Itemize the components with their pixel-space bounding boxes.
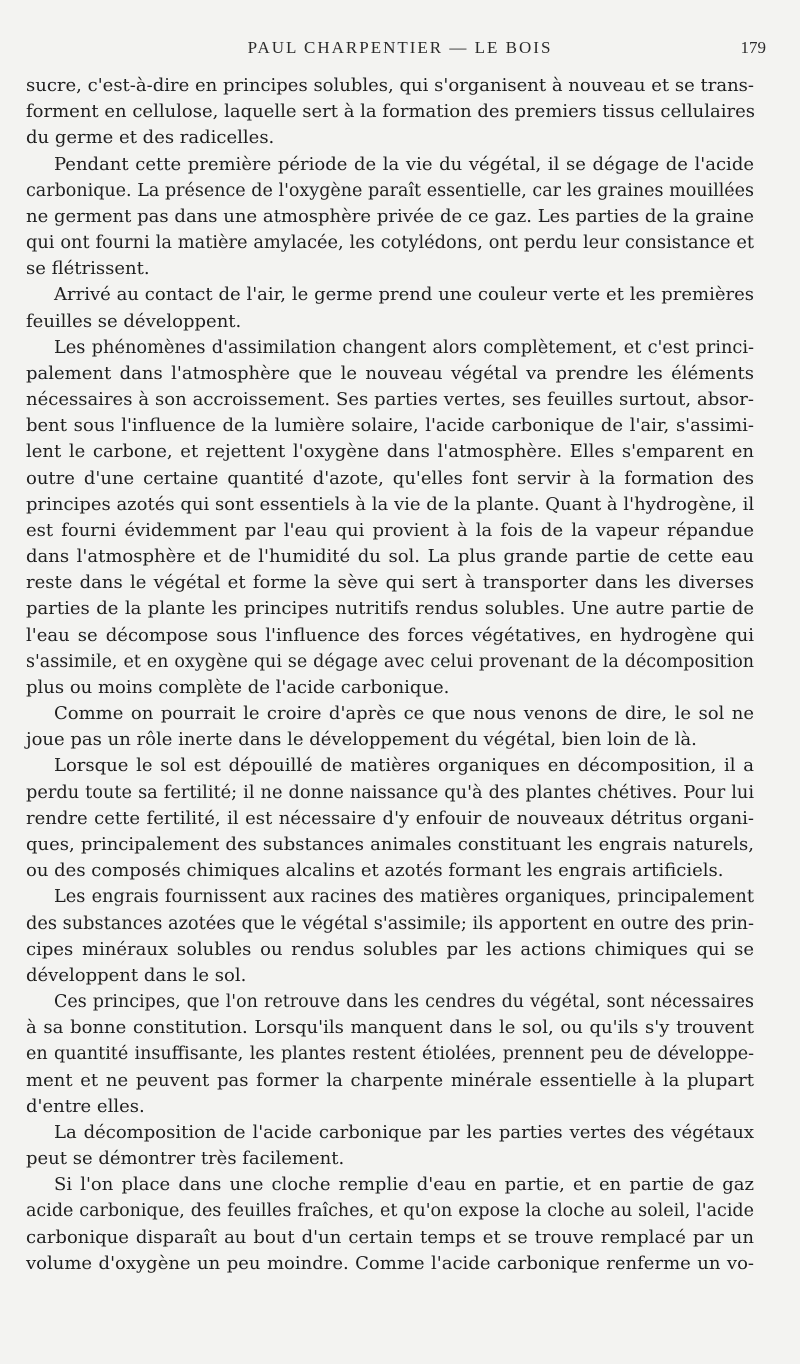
text-line: carbonique. La présence de l'oxygène paraît essentielle, car les graines mouillées — [26, 180, 754, 201]
text-line: Si l'on place dans une cloche remplie d'eau en partie, et en partie de gaz — [54, 1174, 754, 1196]
text-line: La décomposition de l'acide carbonique par les parties vertes des végétaux — [54, 1121, 754, 1143]
text-line: Les engrais fournissent aux racines des matières organiques, principalement — [54, 887, 754, 908]
text-line: joue pas un rôle inerte dans le développement du végétal, bien loin de là. — [26, 729, 697, 751]
text-line: lent le carbone, et rejettent l'oxygène dans l'atmosphère. Elles s'emparent en — [26, 441, 754, 463]
text-line: l'eau se décompose sous l'influence des forces végétatives, en hydrogène qui — [26, 624, 754, 646]
text-line: ment et ne peuvent pas former la charpente minérale essentielle à la plupart — [26, 1069, 754, 1091]
text-line: acide carbonique, des feuilles fraîches, et qu'on expose la cloche au soleil, l'acide — [26, 1201, 754, 1222]
text-line: Comme on pourrait le croire d'après ce que nous venons de dire, le sol ne — [54, 703, 754, 725]
text-line: du germe et des radicelles. — [26, 127, 275, 149]
text-line: peut se démontrer très facilement. — [26, 1148, 345, 1170]
text-line: d'entre elles. — [26, 1095, 145, 1117]
text-line: s'assimile, et en oxygène qui se dégage avec celui provenant de la décomposition — [26, 651, 754, 672]
text-line: ou des composés chimiques alcalins et azotés formant les engrais artificiels. — [26, 860, 724, 882]
text-line: parties de la plante les principes nutritifs rendus solubles. Une autre partie de — [26, 598, 754, 620]
text-line: en quantité insuffisante, les plantes restent étiolées, prennent peu de développe- — [26, 1044, 754, 1065]
page-number: 179 — [740, 38, 766, 57]
running-title: PAUL CHARPENTIER — LE BOIS — [247, 38, 553, 57]
text-line: des substances azotées que le végétal s'assimile; ils apportent en outre des prin- — [26, 913, 754, 934]
text-line: nécessaires à son accroissement. Ses parties vertes, ses feuilles surtout, absor- — [26, 389, 754, 411]
text-line: reste dans le végétal et forme la sève qui sert à transporter dans les diverses — [26, 572, 754, 594]
text-line: Pendant cette première période de la vie du végétal, il se dégage de l'acide — [54, 153, 754, 175]
text-line: développent dans le sol. — [26, 964, 247, 986]
text-line: ne germent pas dans une atmosphère privée de ce gaz. Les parties de la graine — [26, 205, 754, 227]
text-line: sucre, c'est-à-dire en principes solubles, qui s'organisent à nouveau et se trans- — [26, 75, 754, 96]
text-line: se flétrissent. — [26, 258, 150, 280]
page-header — [0, 38, 800, 60]
text-line: Arrivé au contact de l'air, le germe prend une couleur verte et les premières — [54, 284, 754, 306]
text-line: outre d'une certaine quantité d'azote, qu'elles font servir à la formation des — [26, 467, 754, 489]
text-line: volume d'oxygène un peu moindre. Comme l'acide carbonique renferme un vo- — [26, 1252, 754, 1274]
text-line: ques, principalement des substances animales constituant les engrais naturels, — [26, 833, 754, 855]
text-line: Lorsque le sol est dépouillé de matières organiques en décomposition, il a — [54, 755, 754, 777]
text-line: est fourni évidemment par l'eau qui provient à la fois de la vapeur répandue — [26, 519, 754, 541]
text-line: perdu toute sa fertilité; il ne donne naissance qu'à des plantes chétives. Pour lui — [26, 782, 754, 803]
text-line: principes azotés qui sont essentiels à la vie de la plante. Quant à l'hydrogène, il — [26, 493, 755, 515]
text-line: rendre cette fertilité, il est nécessaire d'y enfouir de nouveaux détritus organi- — [26, 807, 754, 829]
body-text — [26, 73, 754, 1277]
text-line: qui ont fourni la matière amylacée, les cotylédons, ont perdu leur consistance et — [26, 233, 754, 254]
text-line: carbonique disparaît au bout d'un certain temps et se trouve remplacé par un — [26, 1226, 754, 1248]
text-line: plus ou moins complète de l'acide carbonique. — [26, 676, 450, 698]
text-line: feuilles se développent. — [26, 310, 242, 332]
text-line: forment en cellulose, laquelle sert à la formation des premiers tissus cellulaires — [26, 101, 755, 123]
text-line: dans l'atmosphère et de l'humidité du sol. La plus grande partie de cette eau — [26, 546, 754, 568]
text-line: bent sous l'influence de la lumière solaire, l'acide carbonique de l'air, s'assimi- — [26, 415, 754, 437]
text-line: à sa bonne constitution. Lorsqu'ils manquent dans le sol, ou qu'ils s'y trouvent — [26, 1017, 754, 1039]
text-line: cipes minéraux solubles ou rendus solubles par les actions chimiques qui se — [26, 938, 754, 960]
text-line: Les phénomènes d'assimilation changent alors complètement, et c'est princi- — [54, 337, 754, 358]
text-line: palement dans l'atmosphère que le nouveau végétal va prendre les éléments — [26, 362, 754, 384]
text-line: Ces principes, que l'on retrouve dans les cendres du végétal, sont nécessaires — [54, 992, 754, 1013]
